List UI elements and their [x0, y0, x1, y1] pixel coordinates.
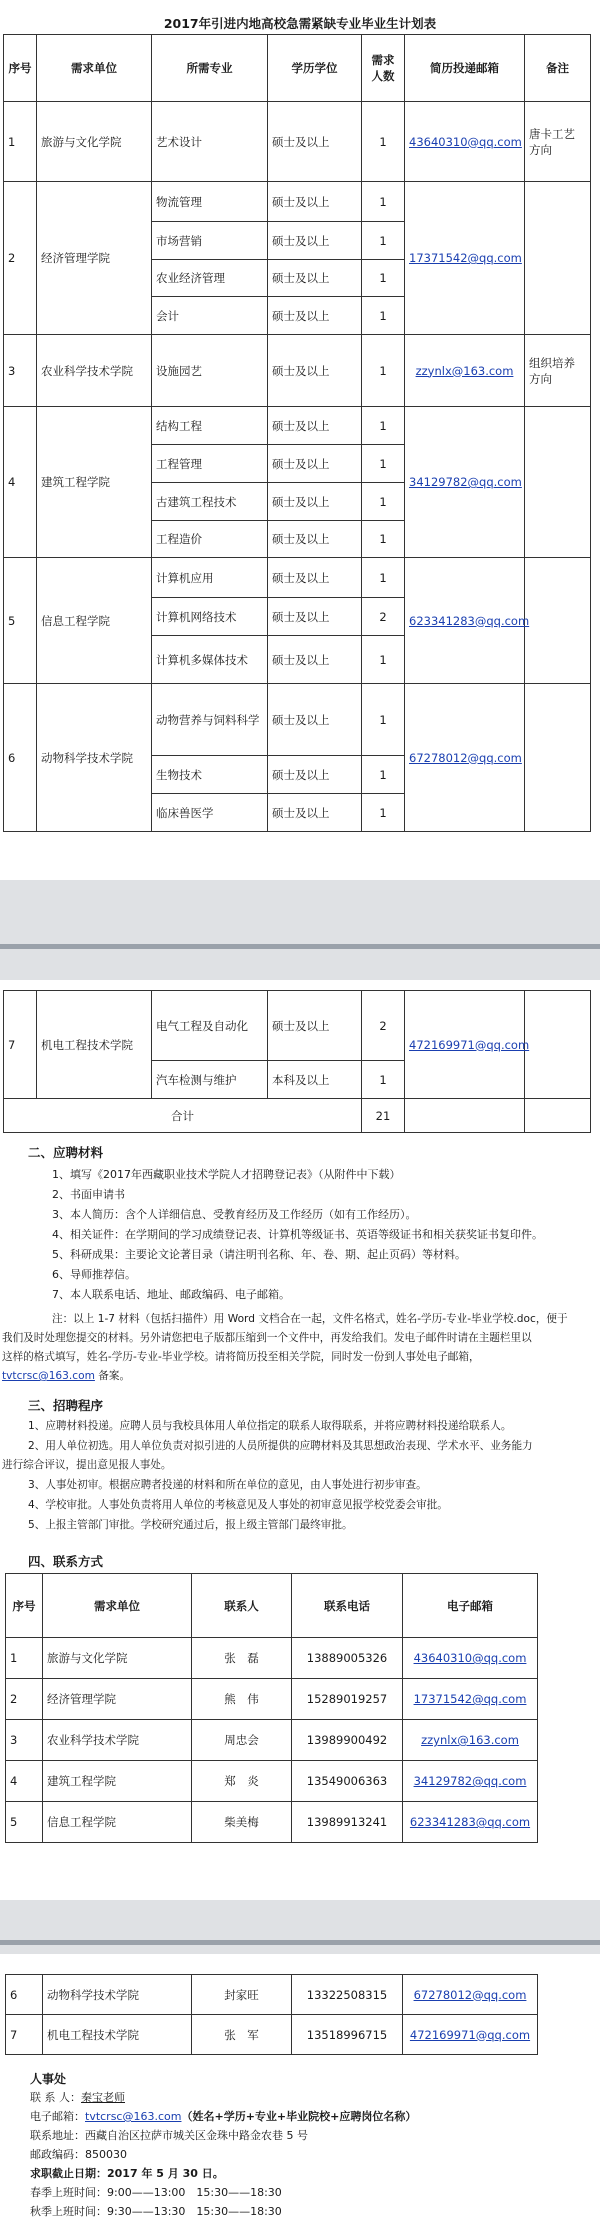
contact-email-link-cell	[403, 2015, 538, 2055]
plan-cell-degree: 硕士及以上	[268, 684, 362, 756]
contact-email-link[interactable]: 472169971@qq.com	[409, 2027, 531, 2042]
contact-cell-no: 5	[6, 1802, 43, 1843]
plan-row	[4, 558, 591, 598]
plan-cell-count: 1	[362, 335, 405, 407]
plan-cell-count: 1	[362, 483, 405, 521]
plan-email-link-cell	[405, 407, 525, 558]
plan-row	[4, 684, 591, 756]
materials-note-tail: 备案。	[94, 1370, 131, 1382]
materials-item: 3、本人简历：含个人详细信息、受教育经历及工作经历（如有工作经历）。	[52, 1208, 417, 1221]
contact-cell-phone: 13989913241	[292, 1802, 403, 1843]
plan-cell-major: 计算机网络技术	[152, 598, 268, 636]
procedure-heading: 三、招聘程序	[28, 1398, 104, 1413]
plan-cell-count: 1	[362, 1061, 405, 1099]
plan-cell-major: 工程管理	[152, 445, 268, 483]
contact-cell-person: 张 军	[192, 2015, 292, 2055]
plan-cell-major: 临床兽医学	[152, 794, 268, 832]
plan-cell-major: 市场营销	[152, 222, 268, 260]
plan-cell-note	[525, 684, 591, 832]
contact-cell-unit: 信息工程学院	[43, 1802, 192, 1843]
plan-email-link-cell	[405, 182, 525, 335]
contact-cell-person: 郑 炎	[192, 1761, 292, 1802]
plan-cell-major: 生物技术	[152, 756, 268, 794]
contacts-header-cell: 序号	[6, 1574, 43, 1638]
office-contact: 联 系 人：秦宝老师	[30, 2091, 125, 2104]
plan-cell-note	[525, 182, 591, 335]
plan-email-link[interactable]: 43640310@qq.com	[409, 134, 522, 149]
page-sheet-3	[0, 1954, 600, 2236]
plan-cell-degree: 硕士及以上	[268, 636, 362, 684]
plan-row	[4, 182, 591, 222]
contact-row	[6, 1720, 538, 1761]
plan-cell-major: 工程造价	[152, 521, 268, 558]
plan-header-cell: 所需专业	[152, 35, 268, 102]
materials-heading: 二、应聘材料	[28, 1145, 104, 1160]
contact-cell-person: 周忠会	[192, 1720, 292, 1761]
plan-row	[4, 102, 591, 182]
contact-email-link-cell	[403, 1720, 538, 1761]
plan-cell-major: 会计	[152, 297, 268, 335]
plan-title: 2017年引进内地高校急需紧缺专业毕业生计划表	[163, 16, 437, 31]
contact-cell-phone: 13889005326	[292, 1638, 403, 1679]
contact-email-link[interactable]: 34129782@qq.com	[413, 1774, 527, 1788]
materials-note-line: 这样的格式填写，姓名-学历-专业-毕业学校。请将简历投至相关学院，同时发一份到人事处电子邮箱，	[2, 1351, 480, 1363]
plan-cell-degree: 硕士及以上	[268, 102, 362, 182]
plan-cell-count: 1	[362, 445, 405, 483]
plan-cell-degree: 硕士及以上	[268, 558, 362, 598]
plan-cell-count: 1	[362, 260, 405, 297]
materials-item: 7、本人联系电话、地址、邮政编码、电子邮箱。	[52, 1288, 290, 1301]
procedure-item: 1、应聘材料投递。应聘人员与我校具体用人单位指定的联系人取得联系，并将应聘材料投递给联系人。	[28, 1420, 512, 1432]
contacts-header-cell: 联系人	[192, 1574, 292, 1638]
plan-cell-count: 2	[362, 598, 405, 636]
plan-cell-unit: 机电工程技术学院	[37, 991, 152, 1099]
plan-cell-major: 汽车检测与维护	[152, 1061, 268, 1099]
materials-item: 6、导师推荐信。	[52, 1268, 136, 1281]
materials-note-line: 注：以上 1-7 材料（包括扫描件）用 Word 文档合在一起，文件名格式，姓名-学历-专业-毕业学校.doc，便于	[52, 1313, 568, 1325]
contacts-header-cell: 需求单位	[43, 1574, 192, 1638]
plan-cell-degree: 硕士及以上	[268, 222, 362, 260]
contact-cell-phone: 13549006363	[292, 1761, 403, 1802]
plan-email-link-cell	[405, 684, 525, 832]
page-gap-sheet2-3	[0, 1900, 600, 1954]
plan-cell-count: 1	[362, 756, 405, 794]
contact-cell-unit: 动物科学技术学院	[43, 1975, 192, 2015]
contact-row	[6, 1761, 538, 1802]
plan-cell-degree: 硕士及以上	[268, 521, 362, 558]
contact-email-link[interactable]: 67278012@qq.com	[413, 1987, 527, 2002]
contacts-header-cell: 电子邮箱	[403, 1574, 538, 1638]
contact-cell-unit: 经济管理学院	[43, 1679, 192, 1720]
plan-cell-note	[525, 558, 591, 684]
plan-total-empty	[405, 1099, 525, 1133]
plan-cell-degree: 硕士及以上	[268, 407, 362, 445]
plan-cell-degree: 硕士及以上	[268, 483, 362, 521]
office-autumn-hours: 秋季上班时间：9:30——13:30 15:30——18:30	[30, 2205, 282, 2218]
plan-cell-unit: 经济管理学院	[37, 182, 152, 335]
contacts-table	[5, 1573, 538, 1843]
contact-row	[6, 1975, 538, 2015]
contact-email-link-cell	[403, 1975, 538, 2015]
plan-cell-major: 设施园艺	[152, 335, 268, 407]
plan-email-link[interactable]: 623341283@qq.com	[409, 613, 530, 628]
contact-cell-unit: 机电工程技术学院	[43, 2015, 192, 2055]
plan-header-cell: 备注	[525, 35, 591, 102]
plan-cell-count: 1	[362, 102, 405, 182]
plan-total-label: 合计	[4, 1099, 362, 1133]
materials-note-line: 我们及时处理您提交的材料。另外请您把电子版都压缩到一个文件中，再发给我们。发电子邮件时请在主题栏里以	[2, 1332, 532, 1344]
materials-note-email-line	[2, 1368, 130, 1383]
plan-cell-no: 6	[4, 684, 37, 832]
plan-cell-no: 7	[4, 991, 37, 1099]
plan-cell-count: 1	[362, 794, 405, 832]
plan-table	[3, 34, 591, 832]
plan-row	[4, 407, 591, 445]
procedure-item: 2、用人单位初选。用人单位负责对拟引进的人员所提供的应聘材料及其思想政治表现、学术水平、业务能力	[28, 1440, 533, 1452]
contact-cell-unit: 旅游与文化学院	[43, 1638, 192, 1679]
plan-cell-degree: 硕士及以上	[268, 297, 362, 335]
plan-cell-major: 物流管理	[152, 182, 268, 222]
plan-header-cell: 需求单位	[37, 35, 152, 102]
plan-cell-no: 3	[4, 335, 37, 407]
plan-cell-count: 2	[362, 991, 405, 1061]
contacts-table-continued	[5, 1974, 538, 2055]
plan-cell-unit: 旅游与文化学院	[37, 102, 152, 182]
contact-email-link[interactable]: zzynlx@163.com	[421, 1733, 519, 1747]
materials-item: 4、相关证件：在学期间的学习成绩登记表、计算机等级证书、英语等级证书和相关获奖证书复印件。	[52, 1228, 543, 1241]
plan-cell-count: 1	[362, 636, 405, 684]
plan-cell-count: 1	[362, 407, 405, 445]
plan-row	[4, 335, 591, 407]
contact-email-link-cell	[403, 1679, 538, 1720]
plan-cell-major: 计算机多媒体技术	[152, 636, 268, 684]
plan-cell-degree: 硕士及以上	[268, 598, 362, 636]
contact-email-link-cell	[403, 1761, 538, 1802]
plan-header-cell: 简历投递邮箱	[405, 35, 525, 102]
office-email: 电子邮箱：tvtcrsc@163.com（姓名+学历+专业+毕业院校+应聘岗位名称）	[30, 2110, 417, 2123]
plan-cell-major: 动物营养与饲料科学	[152, 684, 268, 756]
office-spring-hours: 春季上班时间：9:00——13:00 15:30——18:30	[30, 2186, 282, 2199]
plan-header-row	[4, 35, 591, 102]
plan-cell-degree: 硕士及以上	[268, 335, 362, 407]
materials-item: 5、科研成果：主要论文论著目录（请注明刊名称、年、卷、期、起止页码）等材料。	[52, 1248, 466, 1261]
procedure-item: 进行综合评议，提出意见报人事处。	[2, 1459, 172, 1471]
page-sheet-1	[0, 0, 600, 880]
office-address: 联系地址：西藏自治区拉萨市城关区金珠中路金农巷 5 号	[30, 2129, 308, 2142]
contact-cell-no: 1	[6, 1638, 43, 1679]
plan-row	[4, 991, 591, 1061]
page-gap-1	[0, 880, 600, 980]
plan-total-row	[4, 1099, 591, 1133]
plan-cell-unit: 动物科学技术学院	[37, 684, 152, 832]
plan-cell-note: 唐卡工艺方向	[525, 102, 591, 182]
plan-email-link-cell	[405, 102, 525, 182]
materials-item: 2、书面申请书	[52, 1188, 125, 1201]
plan-email-link[interactable]: 67278012@qq.com	[409, 750, 522, 765]
contacts-heading: 四、联系方式	[28, 1554, 104, 1569]
office-contact-name: 秦宝老师	[81, 2091, 125, 2104]
plan-email-link[interactable]: 34129782@qq.com	[409, 475, 522, 489]
office-postcode: 邮政编码：850030	[30, 2148, 127, 2161]
plan-cell-major: 艺术设计	[152, 102, 268, 182]
plan-cell-degree: 硕士及以上	[268, 756, 362, 794]
plan-cell-note: 组织培养方向	[525, 335, 591, 407]
plan-email-link[interactable]: 472169971@qq.com	[409, 1037, 530, 1052]
office-deadline: 求职截止日期：2017 年 5 月 30 日。	[30, 2167, 224, 2180]
contacts-header-cell: 联系电话	[292, 1574, 403, 1638]
plan-cell-unit: 建筑工程学院	[37, 407, 152, 558]
plan-cell-major: 古建筑工程技术	[152, 483, 268, 521]
materials-note-email[interactable]: tvtcrsc@163.com	[2, 1370, 95, 1382]
office-heading: 人事处	[30, 2072, 67, 2086]
contact-cell-no: 7	[6, 2015, 43, 2055]
plan-cell-degree: 硕士及以上	[268, 260, 362, 297]
contacts-header-row	[6, 1574, 538, 1638]
plan-table-continued	[3, 990, 591, 1133]
plan-email-link[interactable]: zzynlx@163.com	[415, 363, 514, 378]
contact-cell-phone: 15289019257	[292, 1679, 403, 1720]
plan-cell-unit: 信息工程学院	[37, 558, 152, 684]
plan-cell-major: 计算机应用	[152, 558, 268, 598]
contact-cell-person: 张 磊	[192, 1638, 292, 1679]
plan-cell-count: 1	[362, 558, 405, 598]
plan-cell-degree: 硕士及以上	[268, 991, 362, 1061]
plan-total-value: 21	[362, 1099, 405, 1133]
plan-header-cell: 序号	[4, 35, 37, 102]
plan-cell-major: 农业经济管理	[152, 260, 268, 297]
contact-cell-unit: 建筑工程学院	[43, 1761, 192, 1802]
page-sheet-2	[0, 980, 600, 1948]
plan-cell-degree: 本科及以上	[268, 1061, 362, 1099]
procedure-item: 5、上报主管部门审批。学校研究通过后，报上级主管部门最终审批。	[28, 1519, 353, 1531]
plan-cell-no: 2	[4, 182, 37, 335]
materials-item: 1、填写《2017年西藏职业技术学院人才招聘登记表》（从附件中下载）	[52, 1168, 401, 1181]
contact-email-link-cell	[403, 1802, 538, 1843]
plan-header-cell: 学历学位	[268, 35, 362, 102]
contact-cell-no: 6	[6, 1975, 43, 2015]
plan-cell-degree: 硕士及以上	[268, 182, 362, 222]
plan-cell-degree: 硕士及以上	[268, 794, 362, 832]
contact-email-link[interactable]: 43640310@qq.com	[413, 1651, 527, 1665]
plan-cell-note	[525, 407, 591, 558]
contact-cell-no: 2	[6, 1679, 43, 1720]
plan-cell-unit: 农业科学技术学院	[37, 335, 152, 407]
contact-cell-person: 封家旺	[192, 1975, 292, 2015]
plan-cell-note	[525, 991, 591, 1099]
contact-cell-unit: 农业科学技术学院	[43, 1720, 192, 1761]
contact-cell-phone: 13322508315	[292, 1975, 403, 2015]
procedure-item: 3、人事处初审。根据应聘者投递的材料和所在单位的意见，由人事处进行初步审查。	[28, 1479, 427, 1491]
contact-email-link-cell	[403, 1638, 538, 1679]
contact-cell-person: 柴美梅	[192, 1802, 292, 1843]
contact-cell-no: 3	[6, 1720, 43, 1761]
contact-email-link[interactable]: 17371542@qq.com	[413, 1692, 527, 1706]
contact-row	[6, 1679, 538, 1720]
procedure-item: 4、学校审批。人事处负责将用人单位的考核意见及人事处的初审意见报学校党委会审批。	[28, 1499, 448, 1511]
plan-cell-major: 电气工程及自动化	[152, 991, 268, 1061]
plan-email-link[interactable]: 17371542@qq.com	[409, 251, 522, 265]
plan-cell-count: 1	[362, 222, 405, 260]
contact-cell-phone: 13518996715	[292, 2015, 403, 2055]
plan-total-empty	[525, 1099, 591, 1133]
plan-cell-count: 1	[362, 297, 405, 335]
plan-cell-no: 1	[4, 102, 37, 182]
contact-row	[6, 1802, 538, 1843]
plan-cell-no: 4	[4, 407, 37, 558]
contact-row	[6, 2015, 538, 2055]
plan-email-link-cell	[405, 335, 525, 407]
plan-cell-degree: 硕士及以上	[268, 445, 362, 483]
plan-cell-count: 1	[362, 684, 405, 756]
plan-cell-count: 1	[362, 521, 405, 558]
contact-cell-person: 熊 伟	[192, 1679, 292, 1720]
plan-cell-major: 结构工程	[152, 407, 268, 445]
plan-cell-count: 1	[362, 182, 405, 222]
plan-cell-no: 5	[4, 558, 37, 684]
contact-email-link[interactable]: 623341283@qq.com	[409, 1815, 531, 1829]
contact-cell-no: 4	[6, 1761, 43, 1802]
office-email-link[interactable]: tvtcrsc@163.com	[85, 2110, 182, 2123]
plan-email-link-cell	[405, 558, 530, 684]
plan-email-link-cell	[405, 991, 530, 1099]
contact-cell-phone: 13989900492	[292, 1720, 403, 1761]
plan-header-cell: 需求人数	[362, 35, 405, 102]
contact-row	[6, 1638, 538, 1679]
